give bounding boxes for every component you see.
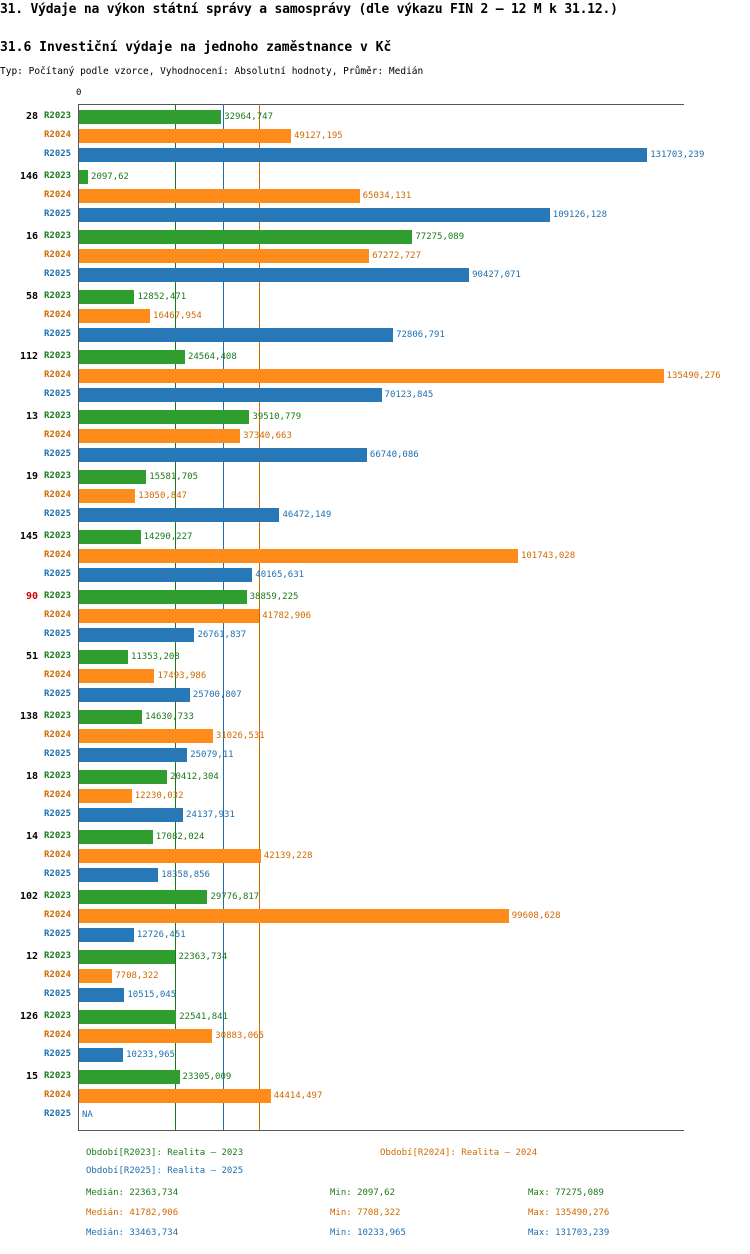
bar-r2024 [79, 129, 291, 143]
bar-group [0, 528, 750, 588]
series-label-r2025: R2025 [44, 389, 72, 399]
bar-row [0, 146, 750, 164]
series-label-r2024: R2024 [44, 490, 72, 500]
chart-subtitle: Typ: Počítaný podle vzorce, Vyhodnocení: Absolutní hodnoty, Průměr: Medián [0, 66, 424, 77]
bar-r2024 [79, 1029, 212, 1043]
bar-r2023 [79, 230, 412, 244]
bar-group [0, 768, 750, 828]
series-label-r2025: R2025 [44, 1049, 72, 1059]
axis-zero-label: 0 [76, 88, 82, 98]
bar-row [0, 408, 750, 426]
bar-value-r2023: 11353,208 [130, 651, 180, 662]
bar-r2023 [79, 590, 247, 604]
bar-r2023 [79, 710, 142, 724]
group-label-12: 12 [25, 951, 38, 962]
stat-min-r2024: Min: 7708,322 [330, 1208, 401, 1218]
bar-r2023 [79, 830, 153, 844]
bar-row [0, 1087, 750, 1105]
bar-row [0, 746, 750, 764]
bar-row [0, 446, 750, 464]
bar-group [0, 648, 750, 708]
bar-group [0, 828, 750, 888]
bar-row [0, 866, 750, 884]
bar-group [0, 588, 750, 648]
bar-r2025 [79, 748, 187, 762]
bar-value-r2025: 24137,931 [186, 809, 235, 820]
series-label-r2025: R2025 [44, 209, 72, 219]
bar-row [0, 727, 750, 745]
bar-row [0, 266, 750, 284]
bar-r2025 [79, 688, 190, 702]
series-label-r2024: R2024 [44, 1030, 72, 1040]
bar-row [0, 1046, 750, 1064]
bar-group [0, 348, 750, 408]
bar-r2025 [79, 508, 279, 522]
bar-row [0, 588, 750, 606]
bar-value-r2023: 39510,779 [252, 411, 302, 422]
series-label-r2023: R2023 [44, 891, 72, 901]
series-label-r2025: R2025 [44, 869, 72, 879]
group-label-14: 14 [25, 831, 38, 842]
bar-r2024 [79, 789, 132, 803]
series-label-r2025: R2025 [44, 329, 72, 339]
bar-group [0, 288, 750, 348]
group-label-19: 19 [25, 471, 38, 482]
series-label-r2025: R2025 [44, 269, 72, 279]
series-label-r2023: R2023 [44, 291, 72, 301]
bar-row [0, 1106, 750, 1124]
series-label-r2023: R2023 [44, 411, 72, 421]
bar-row [0, 926, 750, 944]
series-label-r2024: R2024 [44, 1090, 72, 1100]
bar-r2023 [79, 950, 175, 964]
bar-value-r2024: 41782,906 [262, 610, 312, 621]
bar-value-r2024: 13050,847 [138, 490, 188, 501]
series-label-r2023: R2023 [44, 471, 72, 481]
bar-r2023 [79, 410, 249, 424]
series-label-r2024: R2024 [44, 130, 72, 140]
legend-item-r2023: Období[R2023]: Realita – 2023 [86, 1148, 244, 1158]
bar-r2024 [79, 549, 518, 563]
bar-row [0, 907, 750, 925]
group-label-58: 58 [25, 291, 38, 302]
bar-row [0, 228, 750, 246]
bar-row [0, 888, 750, 906]
bar-value-r2023: 2097,62 [91, 171, 129, 182]
series-label-r2023: R2023 [44, 591, 72, 601]
bar-value-r2024: 30883,065 [215, 1030, 265, 1041]
bar-r2025 [79, 148, 647, 162]
bar-row [0, 667, 750, 685]
stat-min-r2025: Min: 10233,965 [330, 1228, 406, 1238]
bar-value-r2025: 25700,807 [192, 689, 242, 700]
legend-item-r2024: Období[R2024]: Realita – 2024 [380, 1148, 538, 1158]
bar-r2025 [79, 208, 550, 222]
bar-row [0, 847, 750, 865]
group-label-138: 138 [19, 711, 38, 722]
bar-row [0, 967, 750, 985]
bar-value-r2024: 65034,131 [362, 190, 412, 201]
series-label-r2025: R2025 [44, 929, 72, 939]
series-label-r2023: R2023 [44, 171, 72, 181]
series-label-r2025: R2025 [44, 569, 72, 579]
series-label-r2025: R2025 [44, 149, 72, 159]
series-label-r2024: R2024 [44, 370, 72, 380]
bar-value-r2025: 70123,845 [384, 389, 434, 400]
bar-value-r2024: 17493,986 [157, 670, 207, 681]
bar-r2023 [79, 650, 128, 664]
stat-min-r2023: Min: 2097,62 [330, 1188, 396, 1198]
bar-group [0, 108, 750, 168]
bar-r2023 [79, 110, 221, 124]
bar-r2025 [79, 928, 134, 942]
bar-row [0, 1008, 750, 1026]
bar-value-r2023: 12852,471 [137, 291, 187, 302]
stat-max-r2023: Max: 77275,089 [528, 1188, 604, 1198]
bar-value-r2023: 23305,009 [182, 1071, 232, 1082]
bar-r2023 [79, 290, 134, 304]
bar-row [0, 806, 750, 824]
bar-r2024 [79, 849, 261, 863]
series-label-r2024: R2024 [44, 250, 72, 260]
chart-plot-area [0, 104, 750, 1134]
legend-item-r2025: Období[R2025]: Realita – 2025 [86, 1166, 244, 1176]
group-label-16: 16 [25, 231, 38, 242]
group-label-112: 112 [19, 351, 38, 362]
group-label-102: 102 [19, 891, 38, 902]
bar-r2025 [79, 1048, 123, 1062]
series-label-r2024: R2024 [44, 730, 72, 740]
bar-value-r2025: 66740,086 [369, 449, 419, 460]
bar-value-r2023: 14290,227 [143, 531, 193, 542]
bar-r2025 [79, 268, 469, 282]
group-label-28: 28 [25, 111, 38, 122]
series-label-r2024: R2024 [44, 430, 72, 440]
bar-row [0, 247, 750, 265]
series-label-r2024: R2024 [44, 970, 72, 980]
bar-r2023 [79, 350, 185, 364]
group-label-18: 18 [25, 771, 38, 782]
bar-value-r2025: 18358,856 [161, 869, 210, 880]
bar-row [0, 528, 750, 546]
series-label-r2025: R2025 [44, 509, 72, 519]
group-label-146: 146 [19, 171, 38, 182]
bar-r2023 [79, 890, 207, 904]
series-label-r2024: R2024 [44, 550, 72, 560]
bar-r2025 [79, 388, 382, 402]
bar-row [0, 708, 750, 726]
series-label-r2023: R2023 [44, 771, 72, 781]
stat-max-r2025: Max: 131703,239 [528, 1228, 610, 1238]
bar-group [0, 888, 750, 948]
bar-group [0, 408, 750, 468]
bar-r2025 [79, 868, 158, 882]
bar-value-r2023: 15581,705 [149, 471, 198, 482]
bar-value-r2025: 12726,451 [136, 929, 186, 940]
bar-value-r2025: 10233,965 [126, 1049, 175, 1060]
series-label-r2024: R2024 [44, 310, 72, 320]
group-label-90: 90 [25, 591, 38, 602]
bar-r2023 [79, 1010, 176, 1024]
bar-r2024 [79, 909, 509, 923]
bar-group [0, 468, 750, 528]
bar-r2024 [79, 609, 259, 623]
bar-group [0, 1008, 750, 1068]
bar-r2025 [79, 988, 124, 1002]
bar-group [0, 948, 750, 1008]
bar-value-r2025: 25079,11 [190, 749, 234, 760]
bar-row [0, 686, 750, 704]
stat-max-r2024: Max: 135490,276 [528, 1208, 610, 1218]
bar-row [0, 288, 750, 306]
bar-value-r2025: 72806,791 [396, 329, 445, 340]
bar-row [0, 127, 750, 145]
bar-r2023 [79, 1070, 180, 1084]
bar-value-r2024: 31026,531 [215, 730, 265, 741]
bar-row [0, 187, 750, 205]
series-label-r2023: R2023 [44, 531, 72, 541]
bar-r2024 [79, 489, 135, 503]
bar-r2023 [79, 530, 141, 544]
bar-row [0, 828, 750, 846]
bar-value-r2024: 101743,028 [520, 550, 576, 561]
series-label-r2025: R2025 [44, 689, 72, 699]
bar-value-r2024: 99608,628 [511, 910, 561, 921]
series-label-r2023: R2023 [44, 951, 72, 961]
series-label-r2023: R2023 [44, 711, 72, 721]
bar-value-r2023: 22363,734 [178, 951, 228, 962]
bar-value-r2025: 26761,837 [197, 629, 247, 640]
page-title: 31. Výdaje na výkon státní správy a samosprávy (dle výkazu FIN 2 – 12 M k 31.12.) [0, 2, 618, 17]
series-label-r2024: R2024 [44, 910, 72, 920]
bar-value-r2025: 40165,631 [255, 569, 305, 580]
axis-bottom-line [78, 1130, 684, 1131]
bar-value-r2025: 46472,149 [282, 509, 332, 520]
bar-row [0, 566, 750, 584]
bar-r2023 [79, 770, 167, 784]
series-label-r2025: R2025 [44, 629, 72, 639]
bar-r2025 [79, 328, 393, 342]
bar-value-r2023: 20412,304 [170, 771, 219, 782]
bar-r2025 [79, 808, 183, 822]
bar-value-r2024: 16467,954 [153, 310, 202, 321]
bar-r2024 [79, 1089, 271, 1103]
bar-row [0, 307, 750, 325]
bar-value-r2023: 14630,733 [145, 711, 194, 722]
bar-value-r2023: 24564,408 [187, 351, 237, 362]
bar-value-r2024: 44414,497 [273, 1090, 323, 1101]
series-label-r2023: R2023 [44, 231, 72, 241]
bar-value-r2025: NA [82, 1109, 93, 1120]
series-label-r2025: R2025 [44, 989, 72, 999]
bar-row [0, 108, 750, 126]
bar-value-r2023: 29776,817 [210, 891, 260, 902]
series-label-r2024: R2024 [44, 850, 72, 860]
group-label-51: 51 [25, 651, 38, 662]
bar-row [0, 547, 750, 565]
bar-value-r2024: 67272,727 [372, 250, 421, 261]
bar-value-r2023: 32964,747 [224, 111, 273, 122]
series-label-r2023: R2023 [44, 351, 72, 361]
bar-r2024 [79, 309, 150, 323]
bar-group [0, 228, 750, 288]
series-label-r2024: R2024 [44, 610, 72, 620]
bar-r2025 [79, 568, 252, 582]
bar-row [0, 386, 750, 404]
series-label-r2025: R2025 [44, 749, 72, 759]
bar-value-r2024: 135490,276 [666, 370, 721, 381]
bar-group [0, 168, 750, 228]
series-label-r2023: R2023 [44, 1011, 72, 1021]
series-label-r2025: R2025 [44, 809, 72, 819]
series-label-r2025: R2025 [44, 449, 72, 459]
bar-r2024 [79, 429, 240, 443]
bar-row [0, 768, 750, 786]
group-label-13: 13 [25, 411, 38, 422]
bar-row [0, 367, 750, 385]
group-label-145: 145 [19, 531, 38, 542]
bar-value-r2023: 38859,225 [249, 591, 299, 602]
series-label-r2023: R2023 [44, 651, 72, 661]
bar-value-r2023: 22541,841 [179, 1011, 229, 1022]
series-label-r2023: R2023 [44, 111, 72, 121]
bar-row [0, 348, 750, 366]
bar-r2024 [79, 369, 664, 383]
bar-row [0, 607, 750, 625]
group-label-126: 126 [19, 1011, 38, 1022]
bar-r2024 [79, 249, 369, 263]
series-label-r2024: R2024 [44, 670, 72, 680]
series-label-r2023: R2023 [44, 1071, 72, 1081]
bar-row [0, 986, 750, 1004]
bar-row [0, 648, 750, 666]
bar-row [0, 506, 750, 524]
bar-row [0, 1027, 750, 1045]
stat-median-r2024: Medián: 41782,906 [86, 1208, 179, 1218]
bar-value-r2024: 37340,663 [243, 430, 292, 441]
section-title: 31.6 Investiční výdaje na jednoho zaměstnance v Kč [0, 40, 392, 55]
bar-r2023 [79, 470, 146, 484]
bar-r2024 [79, 729, 213, 743]
bar-row [0, 1068, 750, 1086]
bar-r2023 [79, 170, 88, 184]
bar-value-r2023: 77275,089 [415, 231, 465, 242]
bar-row [0, 468, 750, 486]
bar-row [0, 487, 750, 505]
bar-value-r2024: 7708,322 [115, 970, 159, 981]
bar-row [0, 326, 750, 344]
bar-group [0, 708, 750, 768]
bar-value-r2024: 12230,032 [134, 790, 184, 801]
stat-median-r2025: Medián: 33463,734 [86, 1228, 179, 1238]
bar-group [0, 1068, 750, 1128]
bar-row [0, 948, 750, 966]
bar-value-r2025: 109126,128 [552, 209, 607, 220]
stat-median-r2023: Medián: 22363,734 [86, 1188, 179, 1198]
bar-value-r2025: 10515,045 [127, 989, 177, 1000]
series-label-r2024: R2024 [44, 190, 72, 200]
series-label-r2025: R2025 [44, 1109, 72, 1119]
bar-r2024 [79, 969, 112, 983]
series-label-r2023: R2023 [44, 831, 72, 841]
bar-value-r2025: 131703,239 [650, 149, 705, 160]
bar-row [0, 206, 750, 224]
series-label-r2024: R2024 [44, 790, 72, 800]
axis-top-line [78, 104, 684, 105]
bar-r2024 [79, 189, 360, 203]
bar-r2024 [79, 669, 154, 683]
group-label-15: 15 [25, 1071, 38, 1082]
bar-row [0, 427, 750, 445]
bar-row [0, 787, 750, 805]
bar-value-r2024: 42139,228 [263, 850, 313, 861]
bar-value-r2023: 17082,024 [155, 831, 205, 842]
bar-value-r2024: 49127,195 [293, 130, 343, 141]
bar-value-r2025: 90427,071 [472, 269, 521, 280]
bar-row [0, 626, 750, 644]
bar-row [0, 168, 750, 186]
bar-r2025 [79, 628, 194, 642]
bar-r2025 [79, 448, 367, 462]
